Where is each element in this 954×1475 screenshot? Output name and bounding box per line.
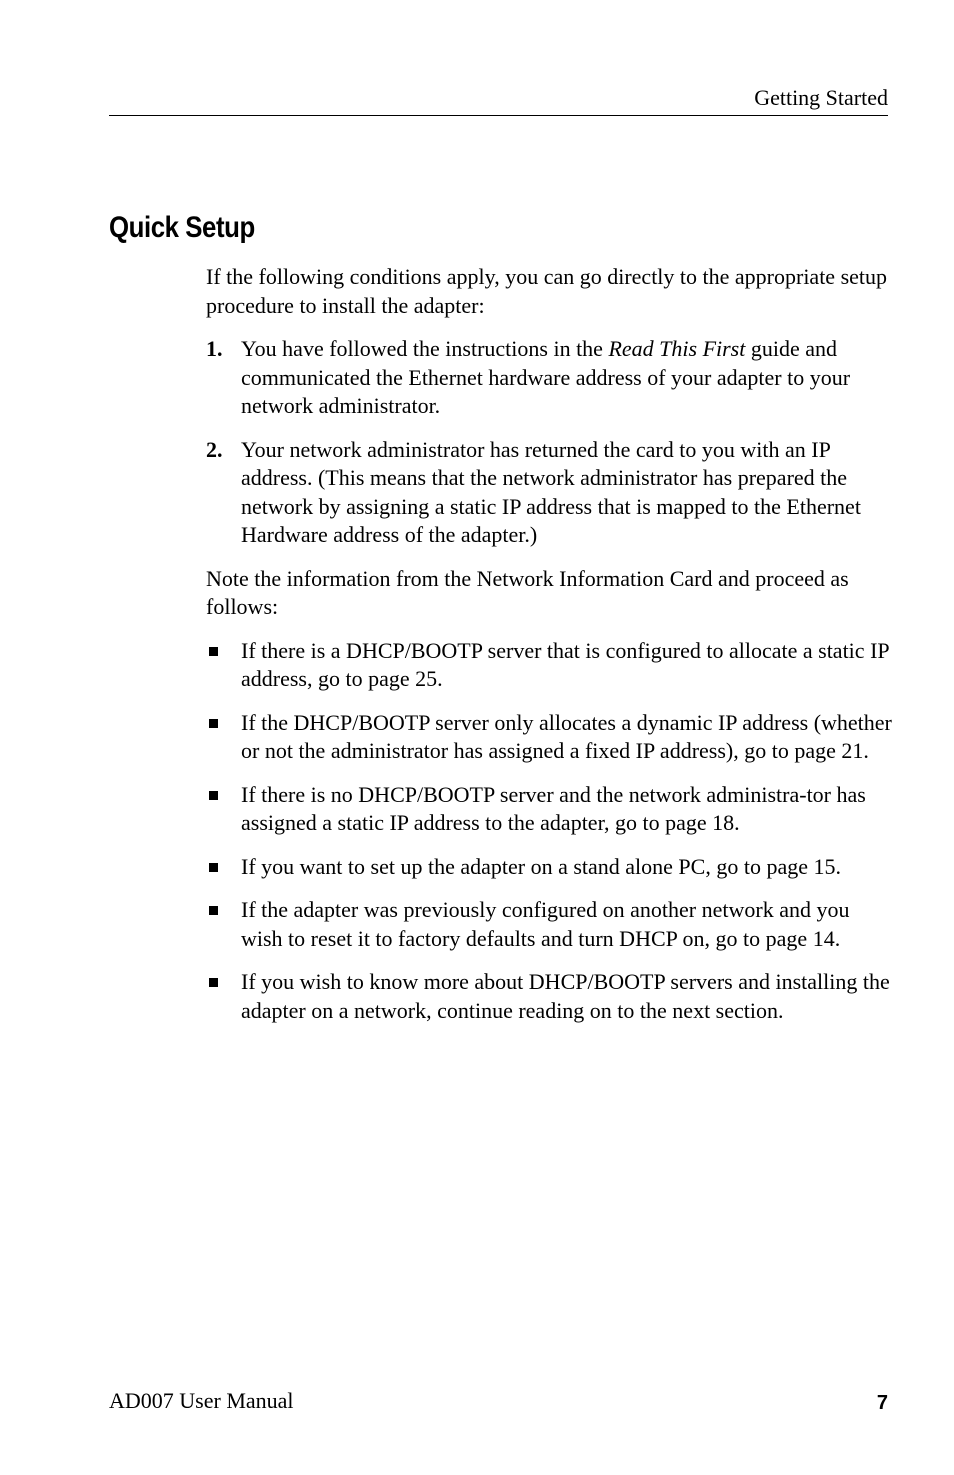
running-header-title: Getting Started [754,85,888,110]
condition-text-continued: guide and communicated the Ethernet hardware address of your adapter to your network administrator. [241,336,851,418]
square-bullet-icon [209,791,218,800]
condition-number: 2. [206,436,223,462]
condition-text: You have followed the instructions in the [241,336,609,361]
intro-paragraph: If the following conditions apply, you can go directly to the appropriate setup procedure to install the adapter: [206,264,888,318]
square-bullet-icon [209,647,218,656]
square-bullet-icon [209,863,218,872]
setup-option-item [206,781,892,838]
section-title: Quick Setup [109,211,255,244]
setup-option-text: If there is a DHCP/BOOTP server that is configured to allocate a static IP address, go to page 25. [241,637,889,691]
square-bullet-icon [209,906,218,915]
setup-option-text: If there is no DHCP/BOOTP server and the network administra-tor has assigned a static IP address to the adapter, go to page 18. [241,781,866,835]
setup-option-text: If you wish to know more about DHCP/BOOTP servers and installing the adapter on a network, continue reading on to the next section. [241,969,890,1023]
setup-option-item [206,896,892,953]
setup-option-item [206,853,892,882]
note-paragraph: Note the information from the Network Information Card and proceed as follows: [206,565,849,619]
setup-option-text: If you want to set up the adapter on a stand alone PC, go to page 15. [241,853,841,879]
condition-item [206,436,892,550]
conditions-list [206,335,892,550]
setup-option-item [206,709,892,766]
condition-text: Your network administrator has returned the card to you with an IP address. (This means that the network administrator has prepared the network by assigning a static IP address that is mapped to the Ethernet Hardware address of the adapter.) [241,436,861,547]
setup-options-list [206,637,892,1026]
condition-number: 1. [206,336,223,361]
guide-title-emphasis: Read This First [608,336,746,361]
page-number: 7 [876,1392,888,1414]
footer-manual-name: AD007 User Manual [109,1388,294,1413]
setup-option-item [206,968,892,1025]
setup-option-item [206,637,892,694]
square-bullet-icon [209,978,218,987]
condition-item [206,335,892,421]
setup-option-text: If the DHCP/BOOTP server only allocates a dynamic IP address (whether or not the administrator has assigned a fixed IP address), go to page 21. [241,709,892,763]
section-body [206,263,892,1040]
setup-option-text: If the adapter was previously configured on another network and you wish to reset it to factory defaults and turn DHCP on, go to page 14. [241,897,850,951]
square-bullet-icon [209,719,218,728]
header-rule [109,115,888,116]
